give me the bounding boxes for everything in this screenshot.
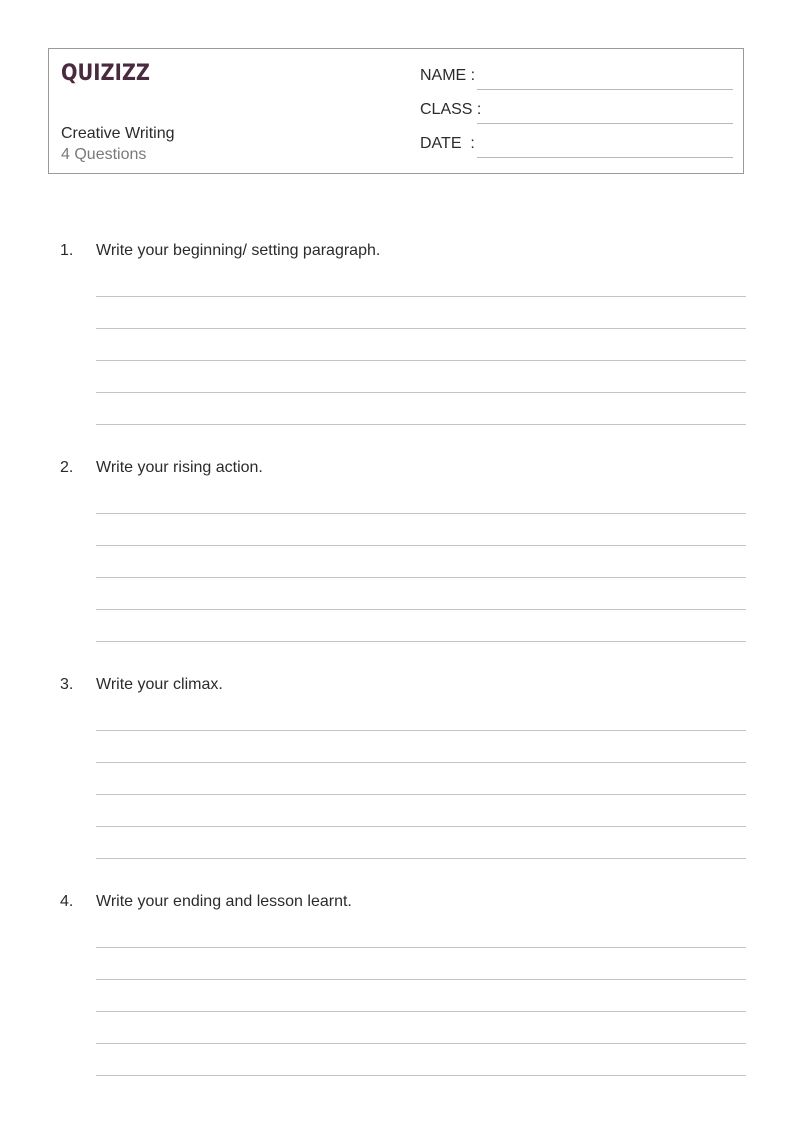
answer-line[interactable] <box>96 858 746 859</box>
answer-line[interactable] <box>96 1075 746 1076</box>
answer-line[interactable] <box>96 730 746 731</box>
answer-line[interactable] <box>96 296 746 297</box>
question-text: Write your rising action. <box>96 459 263 476</box>
quiz-title: Creative Writing <box>61 125 175 142</box>
question-number: 4. <box>60 893 74 910</box>
quizizz-logo <box>61 58 153 86</box>
answer-line[interactable] <box>96 513 746 514</box>
answer-line[interactable] <box>96 392 746 393</box>
question-count: 4 Questions <box>61 146 147 163</box>
class-field[interactable] <box>420 101 733 125</box>
name-label: NAME : <box>420 67 476 84</box>
answer-line[interactable] <box>96 1011 746 1012</box>
answer-line[interactable] <box>96 545 746 546</box>
answer-line[interactable] <box>96 947 746 948</box>
worksheet-header <box>48 48 744 174</box>
answer-line[interactable] <box>96 360 746 361</box>
class-label: CLASS : <box>420 101 482 118</box>
question-number: 2. <box>60 459 74 476</box>
class-line <box>477 123 733 124</box>
date-line <box>477 157 733 158</box>
answer-line[interactable] <box>96 762 746 763</box>
question-number: 1. <box>60 242 74 259</box>
question-text: Write your beginning/ setting paragraph. <box>96 242 381 259</box>
answer-line[interactable] <box>96 609 746 610</box>
answer-line[interactable] <box>96 826 746 827</box>
question-text: Write your ending and lesson learnt. <box>96 893 352 910</box>
answer-line[interactable] <box>96 794 746 795</box>
answer-line[interactable] <box>96 979 746 980</box>
answer-line[interactable] <box>96 424 746 425</box>
date-field[interactable] <box>420 135 733 159</box>
name-field[interactable] <box>420 67 733 91</box>
question-text: Write your climax. <box>96 676 223 693</box>
answer-line[interactable] <box>96 1043 746 1044</box>
date-label: DATE : <box>420 135 475 152</box>
answer-line[interactable] <box>96 641 746 642</box>
answer-line[interactable] <box>96 577 746 578</box>
answer-line[interactable] <box>96 328 746 329</box>
name-line <box>477 89 733 90</box>
svg-text:QUIZIZZ: QUIZIZZ <box>61 61 150 86</box>
question-number: 3. <box>60 676 74 693</box>
